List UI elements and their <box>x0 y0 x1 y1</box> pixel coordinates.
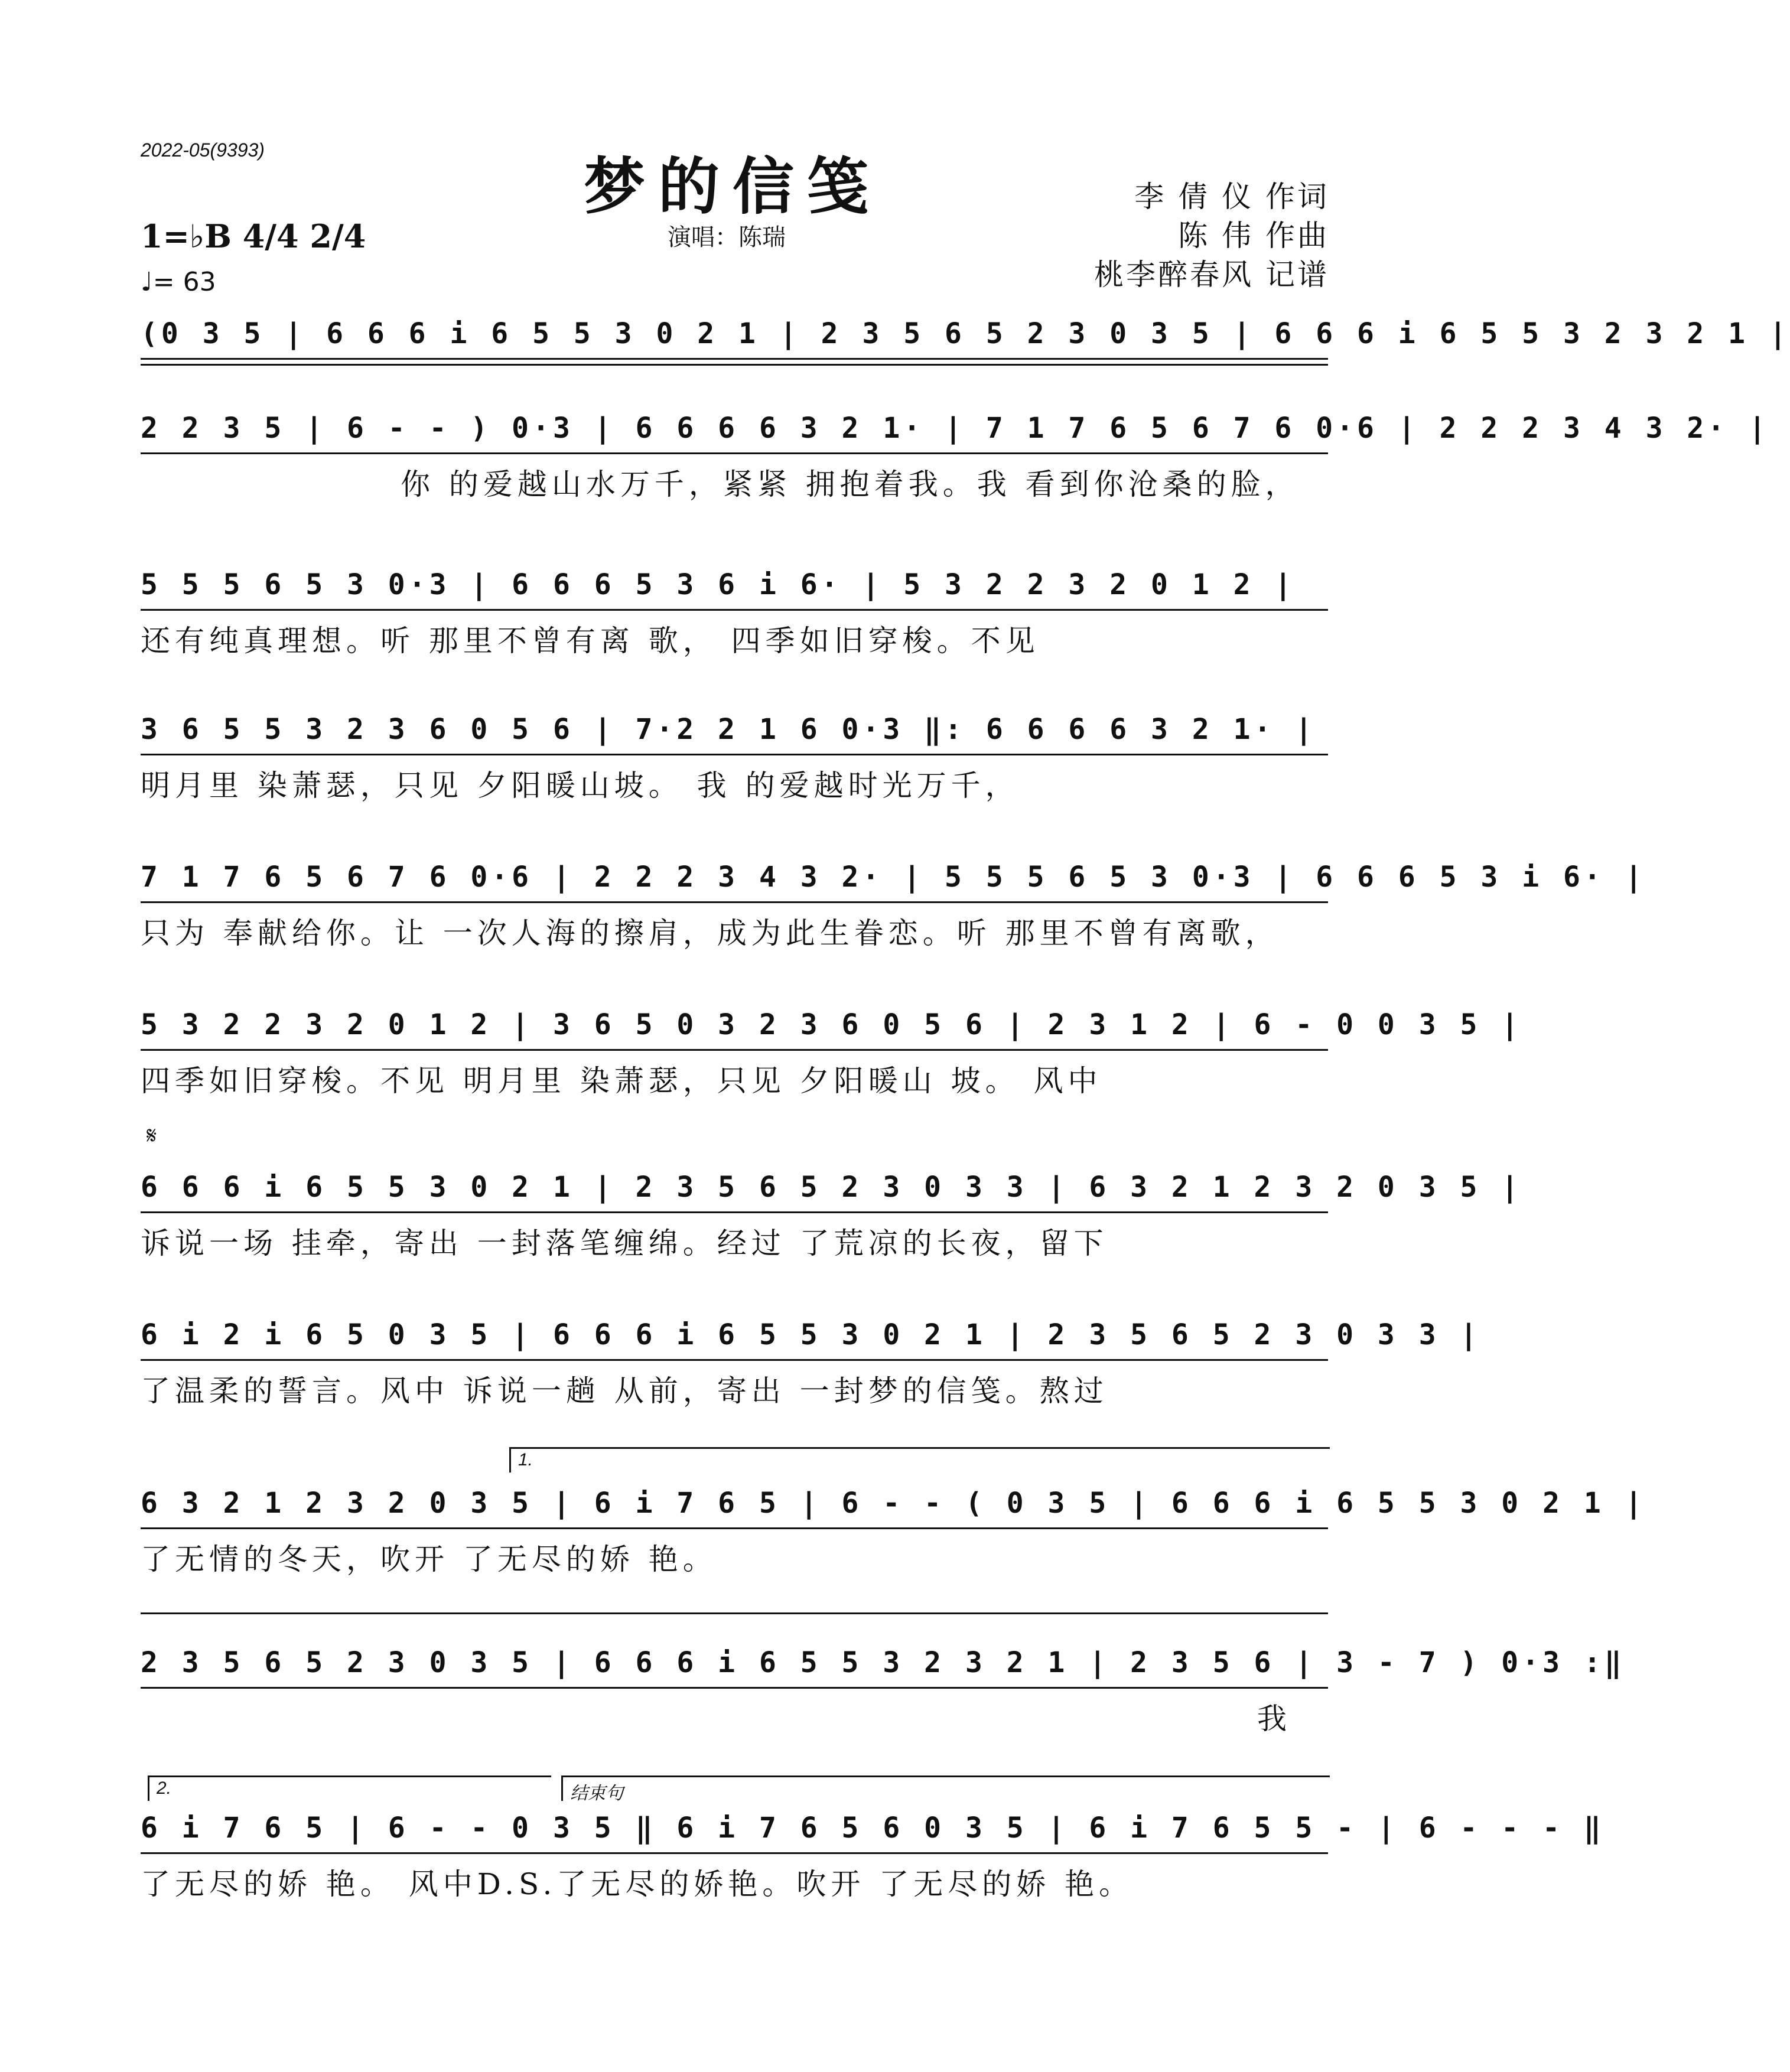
lyric-line: 了温柔的誓言。风中 诉说一趟 从前，寄出 一封梦的信笺。熬过 <box>141 1374 1108 1408</box>
beam-line <box>141 1359 1328 1361</box>
lyric-line: 明月里 染萧瑟，只见 夕阳暖山坡。 我 的爱越时光万千， <box>141 768 1020 803</box>
first-ending-bracket <box>509 1447 1330 1472</box>
lyric-line: 还有纯真理想。听 那里不曾有离 歌， 四季如旧穿梭。不见 <box>141 624 1040 658</box>
notation-line: 6 3 2 1 2 3 2 0 3 5 | 6 i 7 6 5 | 6 - - ( 0 3 5 | 6 6 6 i 6 5 5 3 0 2 1 | <box>141 1487 1646 1520</box>
notation-line: 6 i 2 i 6 5 0 3 5 | 6 6 6 i 6 5 5 3 0 2 1 | 2 3 5 6 5 2 3 0 3 3 | <box>141 1318 1481 1351</box>
beam-line <box>141 754 1328 755</box>
notation-line: 6 6 6 i 6 5 5 3 0 2 1 | 2 3 5 6 5 2 3 0 3 3 | 6 3 2 1 2 3 2 0 3 5 | <box>141 1171 1522 1204</box>
lyric-line: 了无尽的娇 艳。 风中D.S.了无尽的娇艳。吹开 了无尽的娇 艳。 <box>141 1867 1134 1901</box>
beam-line <box>141 1852 1328 1854</box>
transcriber-credit: 桃李醉春风 记谱 <box>1094 258 1329 292</box>
lyric-line: 你 的爱越山水万千，紧紧 拥抱着我。我 看到你沧桑的脸， <box>401 467 1300 501</box>
beam-line <box>141 364 1328 366</box>
notation-line: 6 i 7 6 5 | 6 - - 0 3 5 ‖ 6 i 7 6 5 6 0 3 5 | 6 i 7 6 5 5 - | 6 - - - ‖ <box>141 1812 1605 1845</box>
notation-line: 2 2 3 5 | 6 - - ) 0·3 | 6 6 6 6 3 2 1· | 7 1 7 6 5 6 7 6 0·6 | 2 2 2 3 4 3 2· | <box>141 412 1769 445</box>
singer-credit: 演唱：陈瑞 <box>668 224 786 251</box>
first-ending-label: 1. <box>518 1450 533 1470</box>
beam-line <box>141 1527 1328 1529</box>
lyricist-credit: 李 倩 仪 作词 <box>1134 180 1329 214</box>
second-ending-label: 2. <box>157 1778 172 1798</box>
beam-line <box>141 1211 1328 1213</box>
first-ending-continuation <box>141 1612 1328 1614</box>
beam-line <box>141 901 1328 903</box>
beam-line <box>141 358 1328 360</box>
notation-line: 7 1 7 6 5 6 7 6 0·6 | 2 2 2 3 4 3 2· | 5 5 5 6 5 3 0·3 | 6 6 6 5 3 i 6· | <box>141 861 1646 894</box>
second-ending-bracket <box>148 1775 551 1801</box>
composer-credit: 陈 伟 作曲 <box>1178 219 1329 253</box>
notation-line: 5 5 5 6 5 3 0·3 | 6 6 6 5 3 6 i 6· | 5 3 2 2 3 2 0 1 2 | <box>141 568 1296 601</box>
beam-line <box>141 609 1328 611</box>
lyric-line: 了无情的冬天，吹开 了无尽的娇 艳。 <box>141 1542 717 1576</box>
lyric-line: 我 <box>1257 1702 1291 1736</box>
ending-phrase-bracket <box>561 1775 1330 1801</box>
key-signature: 1=♭B 4/4 2/4 <box>141 217 366 255</box>
lyric-line: 诉说一场 挂牵，寄出 一封落笔缠绵。经过 了荒凉的长夜，留下 <box>141 1226 1108 1260</box>
notation-line: 2 3 5 6 5 2 3 0 3 5 | 6 6 6 i 6 5 5 3 2 3 2 1 | 2 3 5 6 | 3 - 7 ) 0·3 :‖ <box>141 1646 1625 1679</box>
song-title: 梦的信笺 <box>583 150 881 223</box>
beam-line <box>141 452 1328 454</box>
segno-sign: 𝄋 <box>147 1122 157 1149</box>
notation-line: (0 3 5 | 6 6 6 i 6 5 5 3 0 2 1 | 2 3 5 6 5 2 3 0 3 5 | 6 6 6 i 6 5 5 3 2 3 2 1 | <box>141 317 1790 350</box>
beam-line <box>141 1049 1328 1051</box>
notation-line: 3 6 5 5 3 2 3 6 0 5 6 | 7·2 2 1 6 0·3 ‖: 6 6 6 6 3 2 1· | <box>141 713 1316 746</box>
lyric-line: 只为 奉献给你。让 一次人海的擦肩，成为此生眷恋。听 那里不曾有离歌， <box>141 916 1280 950</box>
score-code: 2022-05(9393) <box>141 139 265 161</box>
ending-phrase-label: 结束句 <box>570 1784 623 1803</box>
beam-line <box>141 1687 1328 1689</box>
tempo-marking: ♩= 63 <box>141 267 216 297</box>
notation-line: 5 3 2 2 3 2 0 1 2 | 3 6 5 0 3 2 3 6 0 5 6 | 2 3 1 2 | 6 - 0 0 3 5 | <box>141 1008 1522 1041</box>
lyric-line: 四季如旧穿梭。不见 明月里 染萧瑟，只见 夕阳暖山 坡。 风中 <box>141 1064 1102 1098</box>
credits-block <box>1094 177 1329 294</box>
